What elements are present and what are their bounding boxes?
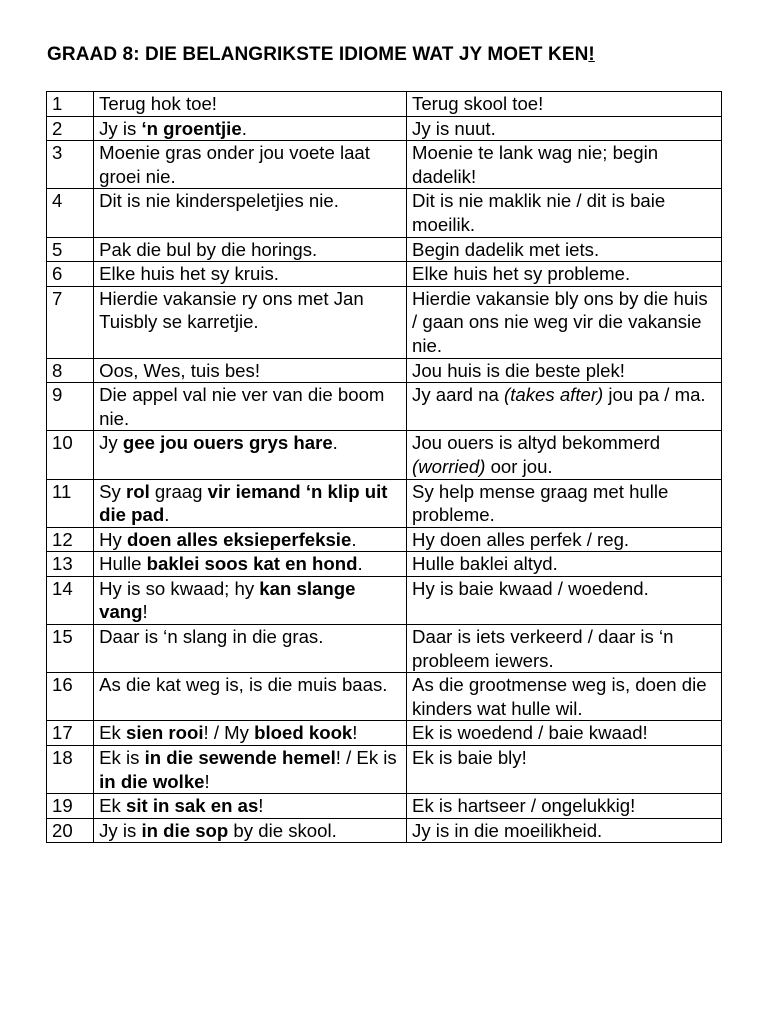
row-number: 14	[47, 576, 94, 624]
cell-text: Jy is nuut.	[412, 117, 496, 139]
row-number: 2	[47, 116, 94, 141]
meaning-cell	[407, 746, 722, 794]
row-number: 3	[47, 141, 94, 189]
cell-text: Hy is so kwaad; hy	[99, 577, 260, 599]
translation-hint: (worried)	[412, 455, 486, 477]
translation-hint: (takes after)	[504, 384, 604, 406]
meaning-cell	[407, 92, 722, 117]
table-row	[47, 794, 722, 819]
cell-text: Ek is hartseer / ongelukkig!	[412, 795, 636, 817]
table-row	[47, 116, 722, 141]
cell-text: .	[332, 432, 338, 454]
meaning-cell	[407, 189, 722, 237]
row-number: 17	[47, 721, 94, 746]
idiom-cell	[94, 625, 407, 673]
cell-text: by die skool.	[228, 819, 337, 841]
cell-text: Jy is in die moeilikheid.	[412, 819, 603, 841]
cell-text: Begin dadelik met iets.	[412, 238, 600, 260]
meaning-cell	[407, 721, 722, 746]
cell-text: Ek is woedend / baie kwaad!	[412, 722, 648, 744]
table-row	[47, 189, 722, 237]
meaning-cell	[407, 479, 722, 527]
table-row	[47, 625, 722, 673]
table-row	[47, 721, 722, 746]
idiom-cell	[94, 358, 407, 383]
idiom-cell	[94, 527, 407, 552]
cell-text: As die grootmense weg is, doen die kinders wat hulle wil.	[412, 674, 707, 719]
meaning-cell	[407, 383, 722, 431]
cell-text: Jy aard na	[412, 384, 505, 406]
meaning-cell	[407, 527, 722, 552]
cell-text: Ek is baie bly!	[412, 747, 527, 769]
table-row	[47, 673, 722, 721]
table-row	[47, 527, 722, 552]
table-row	[47, 141, 722, 189]
cell-text: Jy	[99, 432, 123, 454]
row-number: 19	[47, 794, 94, 819]
idiom-cell	[94, 746, 407, 794]
row-number: 9	[47, 383, 94, 431]
row-number: 4	[47, 189, 94, 237]
cell-text: !	[258, 795, 264, 817]
cell-text: Oos, Wes, tuis bes!	[99, 359, 260, 381]
meaning-cell	[407, 237, 722, 262]
idiom-cell	[94, 237, 407, 262]
idiom-cell	[94, 576, 407, 624]
row-number: 6	[47, 262, 94, 287]
cell-text: !	[204, 770, 210, 792]
cell-text: .	[241, 117, 247, 139]
page-title	[47, 44, 737, 66]
idiom-cell	[94, 141, 407, 189]
idiom-bold-text: sit in sak en as	[126, 795, 259, 817]
cell-text: .	[164, 504, 170, 526]
idiom-bold-text: gee jou ouers grys hare	[122, 432, 333, 454]
cell-text: Sy help mense graag met hulle probleme.	[412, 480, 669, 526]
meaning-cell	[407, 286, 722, 358]
cell-text: Dit is nie kinderspeletjies nie.	[99, 190, 339, 212]
table-row	[47, 358, 722, 383]
idiom-cell	[94, 286, 407, 358]
cell-text: Daar is ‘n slang in die gras.	[99, 626, 324, 648]
cell-text: ! / Ek is	[335, 747, 397, 769]
idiom-bold-text: vir iemand ‘n klip uit die pad	[99, 480, 388, 526]
row-number: 18	[47, 746, 94, 794]
row-number: 7	[47, 286, 94, 358]
row-number: 12	[47, 527, 94, 552]
table-row	[47, 262, 722, 287]
meaning-cell	[407, 141, 722, 189]
cell-text: Dit is nie maklik nie / dit is baie moeilik.	[412, 190, 666, 235]
cell-text: Jy is	[99, 117, 142, 139]
idiom-cell	[94, 189, 407, 237]
idiom-cell	[94, 552, 407, 577]
cell-text: Hulle	[99, 553, 147, 575]
row-number: 5	[47, 237, 94, 262]
row-number: 15	[47, 625, 94, 673]
meaning-cell	[407, 673, 722, 721]
idiom-bold-text: in die sop	[141, 819, 229, 841]
idiom-bold-text: sien rooi	[126, 722, 204, 744]
row-number: 11	[47, 479, 94, 527]
idiom-cell	[94, 383, 407, 431]
table-row	[47, 431, 722, 479]
table-row	[47, 479, 722, 527]
table-row	[47, 818, 722, 843]
cell-text: Hy is baie kwaad / woedend.	[412, 577, 649, 599]
cell-text: graag	[149, 480, 208, 502]
cell-text: .	[357, 553, 363, 575]
cell-text: Terug hok toe!	[99, 93, 217, 114]
idiom-bold-text: rol	[126, 480, 150, 502]
idiom-cell	[94, 262, 407, 287]
cell-text: Hierdie vakansie ry ons met Jan Tuisbly se karretjie.	[99, 287, 364, 333]
idiom-cell	[94, 673, 407, 721]
table-row	[47, 552, 722, 577]
meaning-cell	[407, 358, 722, 383]
idiom-bold-text: ‘n groentjie	[141, 117, 242, 139]
idiom-cell	[94, 92, 407, 117]
idiom-cell	[94, 794, 407, 819]
row-number: 13	[47, 552, 94, 577]
cell-text: !	[142, 601, 148, 623]
cell-text: Elke huis het sy probleme.	[412, 263, 631, 285]
cell-text: Ek	[99, 795, 126, 817]
cell-text: Ek	[99, 722, 126, 744]
cell-text: Jy is	[99, 819, 142, 841]
cell-text: Die appel val nie ver van die boom nie.	[99, 384, 385, 429]
meaning-cell	[407, 262, 722, 287]
idiom-bold-text: baklei soos kat en hond	[146, 553, 358, 575]
table-row	[47, 286, 722, 358]
cell-text: As die kat weg is, is die muis baas.	[99, 674, 388, 696]
cell-text: Moenie te lank wag nie; begin dadelik!	[412, 142, 659, 187]
cell-text: Hy	[99, 528, 128, 550]
meaning-cell	[407, 818, 722, 843]
cell-text: Elke huis het sy kruis.	[99, 263, 279, 285]
table-row	[47, 383, 722, 431]
row-number: 1	[47, 92, 94, 117]
row-number: 10	[47, 431, 94, 479]
idiom-bold-text: bloed kook	[254, 722, 353, 744]
meaning-cell	[407, 431, 722, 479]
cell-text: Moenie gras onder jou voete laat groei nie.	[99, 142, 370, 187]
cell-text: Sy	[99, 480, 126, 502]
title-text: GRAAD 8: DIE BELANGRIKSTE IDIOME WAT JY MOET KEN	[47, 44, 589, 65]
table-row	[47, 237, 722, 262]
cell-text: oor jou.	[485, 455, 553, 477]
idiom-bold-text: doen alles eksieperfeksie	[127, 528, 352, 550]
row-number: 20	[47, 818, 94, 843]
cell-text: Pak die bul by die horings.	[99, 238, 318, 260]
meaning-cell	[407, 625, 722, 673]
row-number: 16	[47, 673, 94, 721]
cell-text: .	[351, 528, 357, 550]
table-row	[47, 92, 722, 117]
idiom-cell	[94, 479, 407, 527]
meaning-cell	[407, 552, 722, 577]
meaning-cell	[407, 576, 722, 624]
cell-text: Jou huis is die beste plek!	[412, 359, 625, 381]
idiom-bold-text: in die sewende hemel	[144, 747, 336, 769]
idiom-bold-text: kan slange vang	[99, 577, 356, 623]
idioms-table	[46, 91, 722, 843]
cell-text: Hulle baklei altyd.	[412, 553, 558, 575]
cell-text: jou pa / ma.	[603, 384, 706, 406]
idiom-cell	[94, 116, 407, 141]
cell-text: Hy doen alles perfek / reg.	[412, 528, 630, 550]
meaning-cell	[407, 116, 722, 141]
title-exclamation: !	[588, 44, 595, 65]
table-row	[47, 746, 722, 794]
meaning-cell	[407, 794, 722, 819]
cell-text: Ek is	[99, 747, 145, 769]
row-number: 8	[47, 358, 94, 383]
idiom-cell	[94, 431, 407, 479]
idiom-cell	[94, 818, 407, 843]
idiom-cell	[94, 721, 407, 746]
cell-text: Hierdie vakansie bly ons by die huis / gaan ons nie weg vir die vakansie nie.	[412, 287, 708, 356]
cell-text: Jou ouers is altyd bekommerd	[412, 432, 661, 454]
cell-text: !	[352, 722, 358, 744]
idiom-bold-text: in die wolke	[99, 770, 205, 792]
cell-text: Daar is iets verkeerd / daar is ‘n probleem iewers.	[412, 626, 674, 671]
cell-text: Terug skool toe!	[412, 93, 544, 114]
cell-text: ! / My	[203, 722, 255, 744]
idioms-table-body	[47, 92, 722, 843]
table-row	[47, 576, 722, 624]
